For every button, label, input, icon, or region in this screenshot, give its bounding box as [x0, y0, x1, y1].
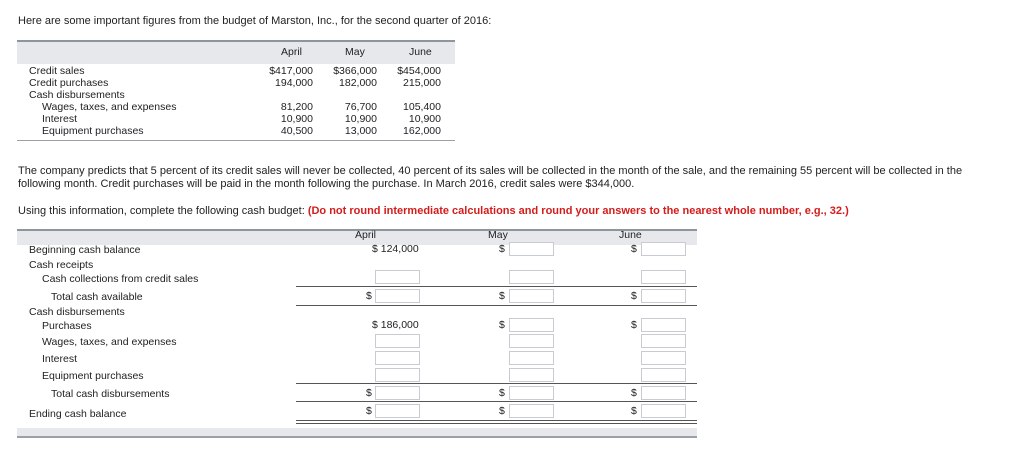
june-purchases-input[interactable]	[641, 318, 686, 332]
budget-cell: 182,000	[339, 77, 377, 89]
budget-row-label: Cash disbursements	[29, 89, 125, 101]
budget-row-label: Equipment purchases	[42, 125, 144, 137]
instruction-emphasis: (Do not round intermediate calculations and round your answers to the nearest whole number, e.g., 32.)	[307, 205, 849, 217]
dollar-sign: $	[499, 319, 505, 331]
dollar-sign: $	[366, 405, 372, 417]
june-total-available-input[interactable]	[641, 289, 686, 303]
may-purchases-input[interactable]	[509, 318, 554, 332]
june-total-disbursements-input[interactable]	[641, 386, 686, 400]
dollar-sign: $	[366, 290, 372, 302]
june-equipment-input[interactable]	[641, 368, 686, 382]
instruction-lead: Using this information, complete the following cash budget:	[18, 205, 308, 217]
budget-cell: 76,700	[344, 101, 377, 113]
budget-cell: $366,000	[333, 65, 377, 77]
budget-col-may: May	[345, 46, 365, 58]
row-label-wages: Wages, taxes, and expenses	[42, 336, 177, 348]
may-wages-input[interactable]	[509, 334, 554, 348]
budget-cell: 10,900	[280, 113, 313, 125]
dollar-sign: $	[499, 243, 505, 255]
budget-table-header	[17, 40, 455, 64]
budget-cell: 13,000	[344, 125, 377, 137]
dollar-sign: $	[499, 405, 505, 417]
problem-paragraph-line2: following month. Credit purchases will be paid in the month following the purchase. In March 2016, credit sales were $344,000.	[18, 178, 635, 190]
may-beginning-input[interactable]	[509, 242, 554, 256]
budget-col-june: June	[409, 46, 432, 58]
dollar-sign: $	[631, 387, 637, 399]
april-purchases-value: $ 186,000	[372, 319, 419, 331]
may-interest-input[interactable]	[509, 351, 554, 365]
total-double-rule	[296, 420, 697, 424]
subtotal-rule	[296, 305, 697, 306]
budget-cell: 215,000	[403, 77, 441, 89]
may-equipment-input[interactable]	[509, 368, 554, 382]
budget-cell: 105,400	[403, 101, 441, 113]
april-total-disbursements-input[interactable]	[375, 386, 420, 400]
cash-budget-footer	[17, 428, 697, 438]
subtotal-rule	[296, 286, 697, 287]
budget-cell: 162,000	[403, 125, 441, 137]
dollar-sign: $	[499, 387, 505, 399]
june-beginning-input[interactable]	[641, 242, 686, 256]
budget-cell: 40,500	[280, 125, 313, 137]
may-total-available-input[interactable]	[509, 289, 554, 303]
subtotal-rule	[296, 401, 697, 402]
cash-budget-col-april: April	[355, 229, 377, 241]
april-ending-input[interactable]	[375, 404, 420, 418]
dollar-sign: $	[631, 319, 637, 331]
budget-row-label: Credit purchases	[29, 77, 109, 89]
budget-row-label: Credit sales	[29, 65, 85, 77]
april-equipment-input[interactable]	[375, 368, 420, 382]
row-label-total-disbursements: Total cash disbursements	[51, 388, 170, 400]
row-label-beginning: Beginning cash balance	[29, 244, 141, 256]
row-label-disbursements: Cash disbursements	[29, 306, 125, 318]
april-beginning-value: $ 124,000	[372, 243, 419, 255]
instruction-text	[18, 205, 849, 219]
budget-table-bottom-border	[17, 140, 455, 141]
row-label-collections: Cash collections from credit sales	[42, 273, 199, 285]
april-collections-input[interactable]	[375, 270, 420, 284]
june-ending-input[interactable]	[641, 404, 686, 418]
budget-cell: 194,000	[275, 77, 313, 89]
row-label-purchases: Purchases	[42, 320, 92, 332]
cash-budget-col-may: May	[488, 229, 508, 241]
budget-row-label: Interest	[42, 113, 78, 125]
row-label-interest: Interest	[42, 353, 78, 365]
dollar-sign: $	[499, 290, 505, 302]
april-total-available-input[interactable]	[375, 289, 420, 303]
april-wages-input[interactable]	[375, 334, 420, 348]
budget-cell: $454,000	[397, 65, 441, 77]
may-total-disbursements-input[interactable]	[509, 386, 554, 400]
june-interest-input[interactable]	[641, 351, 686, 365]
june-wages-input[interactable]	[641, 334, 686, 348]
budget-cell: $417,000	[269, 65, 313, 77]
subtotal-rule	[296, 383, 697, 384]
budget-row-label: Wages, taxes, and expenses	[42, 101, 177, 113]
row-label-ending: Ending cash balance	[29, 408, 127, 420]
budget-cell: 81,200	[280, 101, 313, 113]
dollar-sign: $	[631, 290, 637, 302]
dollar-sign: $	[366, 387, 372, 399]
dollar-sign: $	[631, 405, 637, 417]
row-label-equipment: Equipment purchases	[42, 370, 144, 382]
may-ending-input[interactable]	[509, 404, 554, 418]
budget-cell: 10,900	[344, 113, 377, 125]
april-interest-input[interactable]	[375, 351, 420, 365]
row-label-receipts: Cash receipts	[29, 259, 94, 271]
row-label-total-available: Total cash available	[51, 291, 143, 303]
intro-text: Here are some important figures from the budget of Marston, Inc., for the second quarter of 2016:	[18, 15, 492, 27]
budget-cell: 10,900	[408, 113, 441, 125]
may-collections-input[interactable]	[509, 270, 554, 284]
problem-paragraph-line1: The company predicts that 5 percent of its credit sales will never be collected, 40 percent of its sales will be collected in the month of the sale, and the remaining 55 percent will be collected in the	[18, 165, 963, 177]
dollar-sign: $	[631, 243, 637, 255]
june-collections-input[interactable]	[641, 270, 686, 284]
budget-col-april: April	[281, 46, 303, 58]
cash-budget-col-june: June	[619, 229, 642, 241]
